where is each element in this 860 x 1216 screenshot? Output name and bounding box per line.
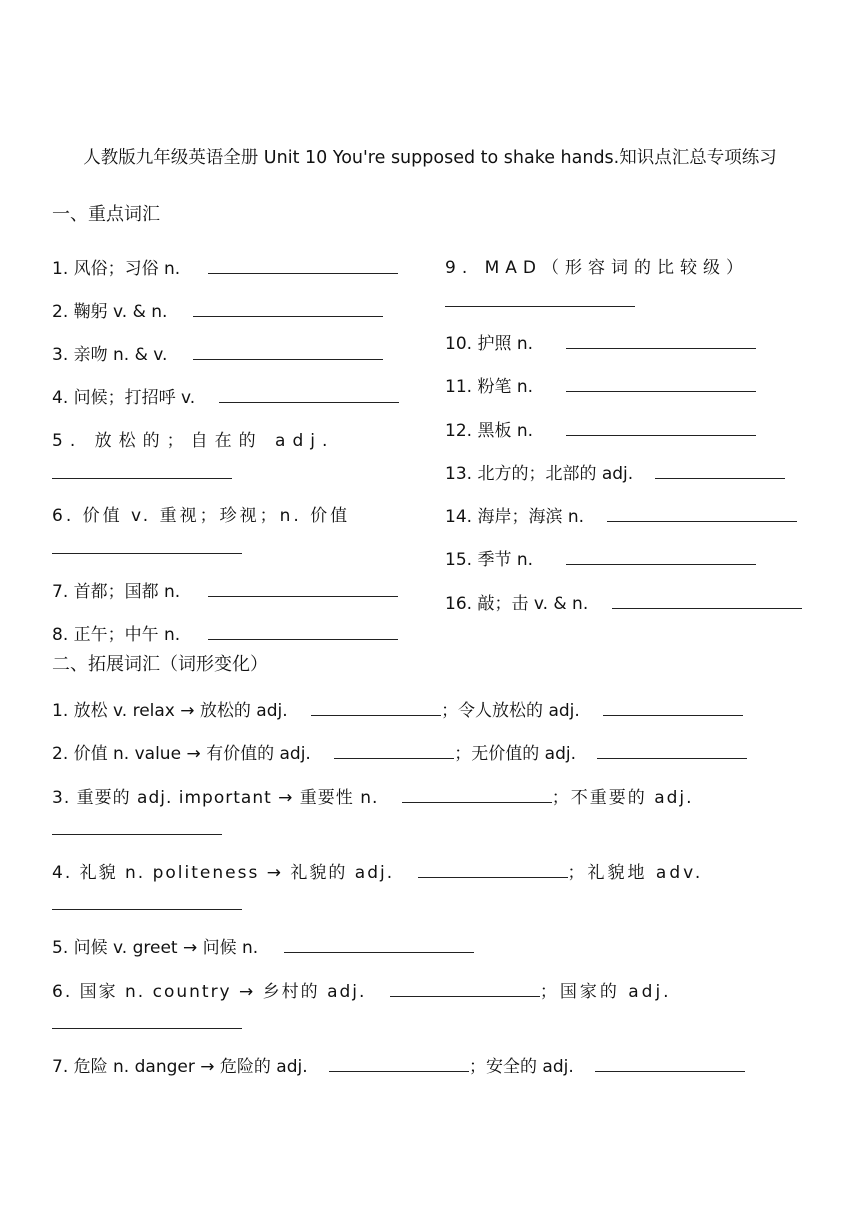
vocab-item-13: [445, 462, 785, 485]
word-form-prompt: 2. 价值 n. value → 有价值的 adj.: [52, 744, 311, 764]
section-heading-extended-vocab: 二、拓展词汇（词形变化）: [52, 654, 268, 675]
word-form-item-4: [52, 861, 703, 884]
answer-blank[interactable]: [603, 699, 743, 716]
vocab-item-5: [52, 430, 334, 452]
vocab-item-2: [52, 300, 383, 323]
answer-blank[interactable]: [418, 861, 568, 878]
word-form-prompt: 3. 重要的 adj. important → 重要性 n.: [52, 788, 379, 808]
word-form-item-3: [52, 786, 694, 809]
vocab-prompt: 15. 季节 n.: [445, 550, 534, 570]
vocab-prompt: 16. 敲；击 v. & n.: [445, 594, 589, 614]
word-form-prompt: 4. 礼貌 n. politeness → 礼貌的 adj.: [52, 863, 395, 883]
vocab-item-9: [445, 257, 749, 279]
word-form-item-3-blank: [52, 818, 222, 841]
answer-blank[interactable]: [566, 548, 756, 565]
word-form-item-2: [52, 742, 747, 765]
answer-blank[interactable]: [208, 580, 398, 597]
answer-blank[interactable]: [655, 462, 785, 479]
answer-blank[interactable]: [612, 592, 802, 609]
answer-blank[interactable]: [390, 980, 540, 997]
word-form-prompt: 6. 国家 n. country → 乡村的 adj.: [52, 982, 367, 1002]
word-form-prompt-2: ；不重要的 adj.: [551, 788, 694, 808]
vocab-prompt: 3. 亲吻 n. & v.: [52, 345, 168, 365]
word-form-item-6-blank: [52, 1012, 242, 1035]
word-form-prompt-2: ；令人放松的 adj.: [441, 701, 580, 721]
vocab-item-15: [445, 548, 756, 571]
answer-blank[interactable]: [193, 343, 383, 360]
answer-blank[interactable]: [595, 1055, 745, 1072]
vocab-prompt: 6. 价值 v. 重视；珍视；n. 价值: [52, 506, 351, 526]
word-form-item-4-blank: [52, 893, 242, 916]
vocab-item-6: [52, 505, 350, 527]
vocab-prompt: 13. 北方的；北部的 adj.: [445, 464, 634, 484]
vocab-prompt: 2. 鞠躬 v. & n.: [52, 302, 168, 322]
answer-blank[interactable]: [208, 623, 398, 640]
answer-blank[interactable]: [52, 1012, 242, 1029]
vocab-prompt: 11. 粉笔 n.: [445, 377, 534, 397]
vocab-item-9-blank: [445, 290, 635, 313]
vocab-prompt: 1. 风俗；习俗 n.: [52, 259, 181, 279]
answer-blank[interactable]: [445, 290, 635, 307]
word-form-prompt-2: ；国家的 adj.: [539, 982, 672, 1002]
answer-blank[interactable]: [329, 1055, 469, 1072]
answer-blank[interactable]: [193, 300, 383, 317]
answer-blank[interactable]: [566, 332, 756, 349]
word-form-prompt: 5. 问候 v. greet → 问候 n.: [52, 938, 259, 958]
word-form-prompt-2: ；安全的 adj.: [469, 1057, 574, 1077]
answer-blank[interactable]: [284, 936, 474, 953]
section-heading-key-vocab: 一、重点词汇: [52, 204, 160, 225]
word-form-item-5: [52, 936, 474, 959]
vocab-item-3: [52, 343, 383, 366]
vocab-item-14: [445, 505, 797, 528]
answer-blank[interactable]: [566, 375, 756, 392]
answer-blank[interactable]: [52, 462, 232, 479]
word-form-prompt: 1. 放松 v. relax → 放松的 adj.: [52, 701, 288, 721]
answer-blank[interactable]: [52, 537, 242, 554]
word-form-prompt-2: ；礼貌地 adv.: [567, 863, 704, 883]
vocab-prompt: 7. 首都；国都 n.: [52, 582, 181, 602]
vocab-item-1: [52, 257, 398, 280]
word-form-item-7: [52, 1055, 745, 1078]
vocab-item-16: [445, 592, 802, 615]
vocab-item-6-blank: [52, 537, 242, 560]
vocab-prompt: 5. 放松的；自在的 adj.: [52, 431, 335, 451]
answer-blank[interactable]: [402, 786, 552, 803]
answer-blank[interactable]: [566, 419, 756, 436]
answer-blank[interactable]: [334, 742, 454, 759]
vocab-prompt: 4. 问候；打招呼 v.: [52, 388, 196, 408]
answer-blank[interactable]: [607, 505, 797, 522]
vocab-item-7: [52, 580, 398, 603]
answer-blank[interactable]: [311, 699, 441, 716]
word-form-item-6: [52, 980, 672, 1003]
answer-blank[interactable]: [52, 893, 242, 910]
vocab-prompt: 12. 黑板 n.: [445, 421, 534, 441]
vocab-item-8: [52, 623, 398, 646]
vocab-item-11: [445, 375, 756, 398]
page-title: 人教版九年级英语全册 Unit 10 You're supposed to shake hands.知识点汇总专项练习: [83, 148, 777, 168]
vocab-prompt: 10. 护照 n.: [445, 334, 534, 354]
answer-blank[interactable]: [208, 257, 398, 274]
answer-blank[interactable]: [597, 742, 747, 759]
answer-blank[interactable]: [219, 386, 399, 403]
vocab-item-12: [445, 419, 756, 442]
vocab-item-4: [52, 386, 399, 409]
answer-blank[interactable]: [52, 818, 222, 835]
word-form-prompt-2: ；无价值的 adj.: [454, 744, 576, 764]
vocab-prompt: 8. 正午；中午 n.: [52, 625, 181, 645]
vocab-item-5-blank: [52, 462, 232, 485]
word-form-prompt: 7. 危险 n. danger → 危险的 adj.: [52, 1057, 308, 1077]
word-form-item-1: [52, 699, 743, 722]
vocab-prompt: 9. MAD（形容词的比较级）: [445, 258, 750, 278]
vocab-item-10: [445, 332, 756, 355]
vocab-prompt: 14. 海岸；海滨 n.: [445, 507, 585, 527]
